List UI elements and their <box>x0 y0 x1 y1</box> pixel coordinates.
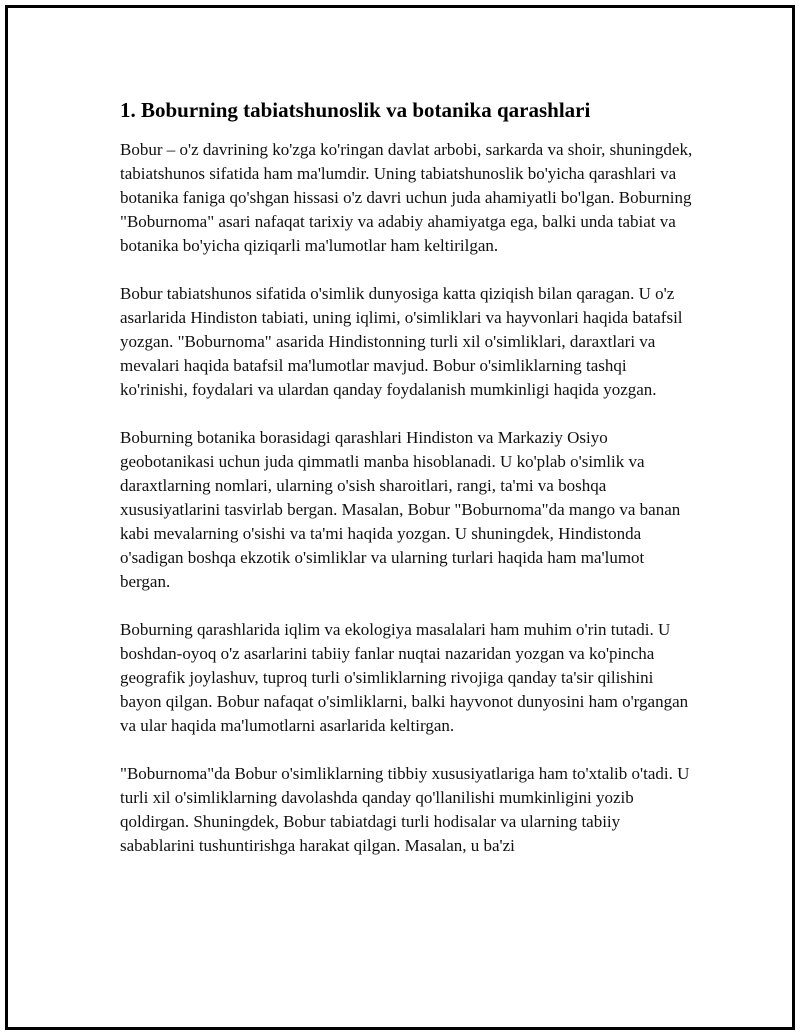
paragraph-5: "Boburnoma"da Bobur o'simliklarning tibbiy xususiyatlariga ham to'xtalib o'tadi. U turli xil o'simliklarning davolashda qanday qo'llanilishi mumkinligini yozib qoldirgan. Shuningdek, Bobur tabiatdagi turli hodisalar va ularning tabiiy sabablarini tushuntirishga harakat qilgan. Masalan, u ba'zi <box>120 764 690 855</box>
paragraph-2: Bobur tabiatshunos sifatida o'simlik dunyosiga katta qiziqish bilan qaragan. U o'z asarlarida Hindiston tabiati, uning iqlimi, o'simliklari va hayvonlari haqida batafsil yozgan. "Boburnoma" asarida Hindistonning turli xil o'simliklari, daraxtlari va mevalari haqida batafsil ma'lumotlar mavjud. Bobur o'simliklarning tashqi ko'rinishi, foydalari va ulardan qanday foydalanish mumkinligi haqida yozgan. <box>120 284 683 399</box>
section-heading: 1. Boburning tabiatshunoslik va botanika qarashlari <box>120 98 591 122</box>
document-content <box>120 96 698 882</box>
paragraph-1: Bobur – o'z davrining ko'zga ko'ringan davlat arbobi, sarkarda va shoir, shuningdek, tabiatshunos sifatida ham ma'lumdir. Uning tabiatshunoslik bo'yicha qarashlari va botanika faniga qo'shgan hissasi o'z davri uchun juda ahamiyatli bo'lgan. Boburning "Boburnoma" asari nafaqat tarixiy va adabiy ahamiyatga ega, balki unda tabiat va botanika bo'yicha qiziqarli ma'lumotlar ham keltirilgan. <box>120 140 693 255</box>
paragraph-3: Boburning botanika borasidagi qarashlari Hindiston va Markaziy Osiyo geobotanikasi uchun juda qimmatli manba hisoblanadi. U ko'plab o'simlik va daraxtlarning nomlari, ularning o'sish sharoitlari, rangi, ta'mi va boshqa xususiyatlarini tasvirlab bergan. Masalan, Bobur "Boburnoma"da mango va banan kabi mevalarning o'sishi va ta'mi haqida yozgan. U shuningdek, Hindistonda o'sadigan boshqa ekzotik o'simliklar va ularning turlari haqida ham ma'lumot bergan. <box>120 428 681 591</box>
page-frame <box>5 5 795 1030</box>
paragraph-4: Boburning qarashlarida iqlim va ekologiya masalalari ham muhim o'rin tutadi. U boshdan-oyoq o'z asarlarini tabiiy fanlar nuqtai nazaridan yozgan va ko'pincha geografik joylashuv, tuproq turli o'simliklarning rivojiga qanday ta'sir qilishini bayon qilgan. Bobur nafaqat o'simliklarni, balki hayvonot dunyosini ham o'rgangan va ular haqida ma'lumotlarni asarlarida keltirgan. <box>120 620 689 735</box>
